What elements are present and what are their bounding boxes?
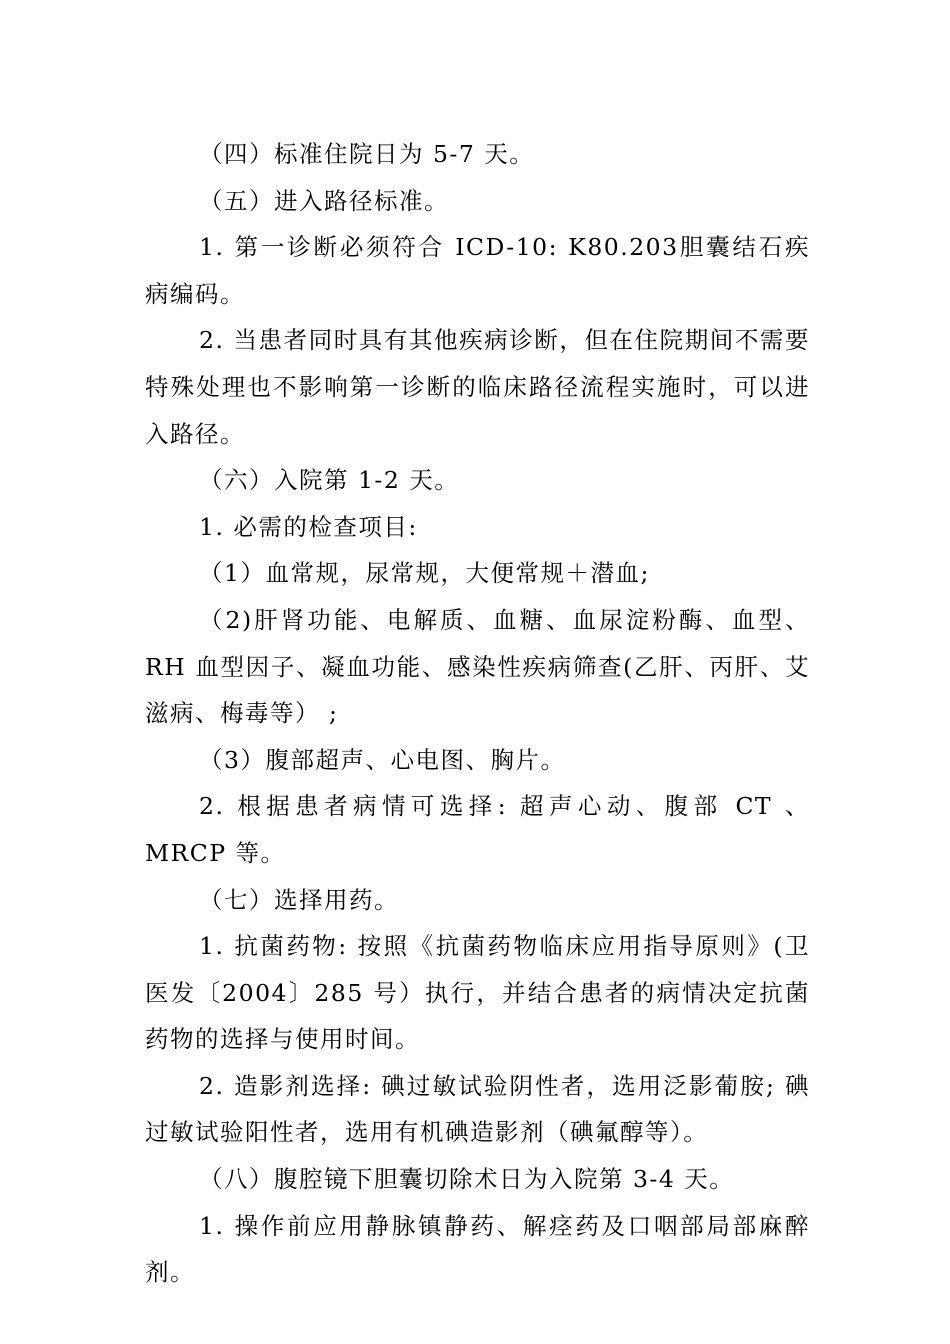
paragraph-medication-heading: （七）选择用药。 <box>199 885 399 914</box>
paragraph-test-item-2: （2)肝肾功能、电解质、血糖、血尿淀粉酶、血型、RH 血型因子、凝血功能、感染性疾病筛查(乙肝、丙肝、艾滋病、梅毒等） ; <box>145 605 810 728</box>
paragraph-first-diagnosis: 1. 第一诊断必须符合 ICD-10: K80.203胆囊结石疾病编码。 <box>145 233 810 308</box>
paragraph-test-item-3: （3）腹部超声、心电图、胸片。 <box>199 745 566 774</box>
paragraph-test-item-1: （1）血常规，尿常规，大便常规＋潜血; <box>199 559 650 588</box>
paragraph-other-diagnoses: 2. 当患者同时具有其他疾病诊断，但在住院期间不需要特殊处理也不影响第一诊断的临床路径流程实施时，可以进入路径。 <box>145 326 810 448</box>
paragraph-surgery-day-heading: （八）腹腔镜下胆囊切除术日为入院第 3-4 天。 <box>199 1165 735 1194</box>
paragraph-antibiotics: 1. 抗菌药物: 按照《抗菌药物临床应用指导原则》(卫医发〔2004〕285 号）执行，并结合患者的病情决定抗菌药物的选择与使用时间。 <box>145 932 810 1054</box>
paragraph-contrast-agent: 2. 造影剂选择: 碘过敏试验阴性者，选用泛影葡胺; 碘过敏试验阳性者，选用有机碘造影剂（碘氟醇等）。 <box>145 1071 810 1147</box>
paragraph-pre-operation-meds: 1. 操作前应用静脉镇静药、解痉药及口咽部局部麻醉剂。 <box>145 1211 810 1287</box>
paragraph-required-tests: 1. 必需的检查项目: <box>199 512 418 541</box>
paragraph-standard-stay: （四）标准住院日为 5-7 天。 <box>199 140 535 168</box>
document-body <box>145 131 810 1296</box>
paragraph-optional-tests: 2. 根据患者病情可选择: 超声心动、腹部 CT 、MRCP 等。 <box>145 792 810 867</box>
paragraph-admission-days-heading: （六）入院第 1-2 天。 <box>199 466 460 495</box>
paragraph-entry-criteria-heading: （五）进入路径标准。 <box>199 186 449 215</box>
